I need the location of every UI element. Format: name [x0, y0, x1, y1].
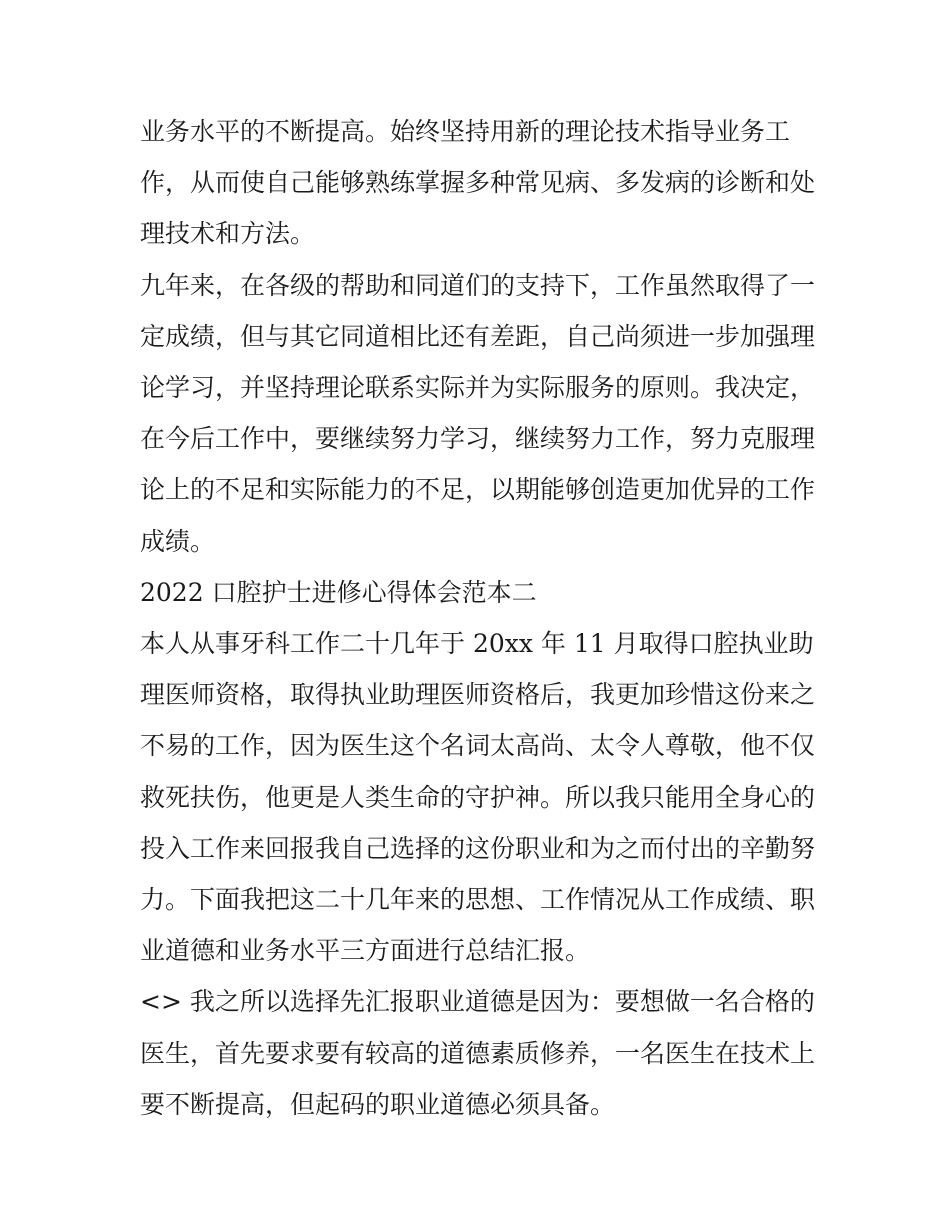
- paragraph-business-level: 业务水平的不断提高。始终坚持用新的理论技术指导业务工作，从而使自己能够熟练掌握多种常见病、多发病的诊断和处理技术和方法。: [140, 117, 816, 249]
- paragraph-professional-ethics: <> 我之所以选择先汇报职业道德是因为：要想做一名合格的医生，首先要求要有较高的道德素质修养，一名医生在技术上要不断提高，但起码的职业道德必须具备。: [140, 987, 816, 1119]
- paragraph-dental-career: 本人从事牙科工作二十几年于 20xx 年 11 月取得口腔执业助理医师资格，取得执业助理医师资格后，我更加珍惜这份来之不易的工作，因为医生这个名词太高尚、太令人尊敬，他不仅救死扶伤，他更是人类生命的守护神。所以我只能用全身心的投入工作来回报我自己选择的这份职业和为之而付出的辛勤努力。下面我把这二十几年来的思想、工作情况从工作成绩、职业道德和业务水平三方面进行总结汇报。: [140, 629, 816, 966]
- paragraph-nine-years: 九年来，在各级的帮助和同道们的支持下，工作虽然取得了一定成绩，但与其它同道相比还有差距，自己尚须进一步加强理论学习，并坚持理论联系实际并为实际服务的原则。我决定，在今后工作中，要继续努力学习，继续努力工作，努力克服理论上的不足和实际能力的不足，以期能够创造更加优异的工作成绩。: [140, 270, 816, 556]
- section-heading: 2022 口腔护士进修心得体会范本二: [140, 577, 537, 607]
- document-body: [140, 106, 820, 1130]
